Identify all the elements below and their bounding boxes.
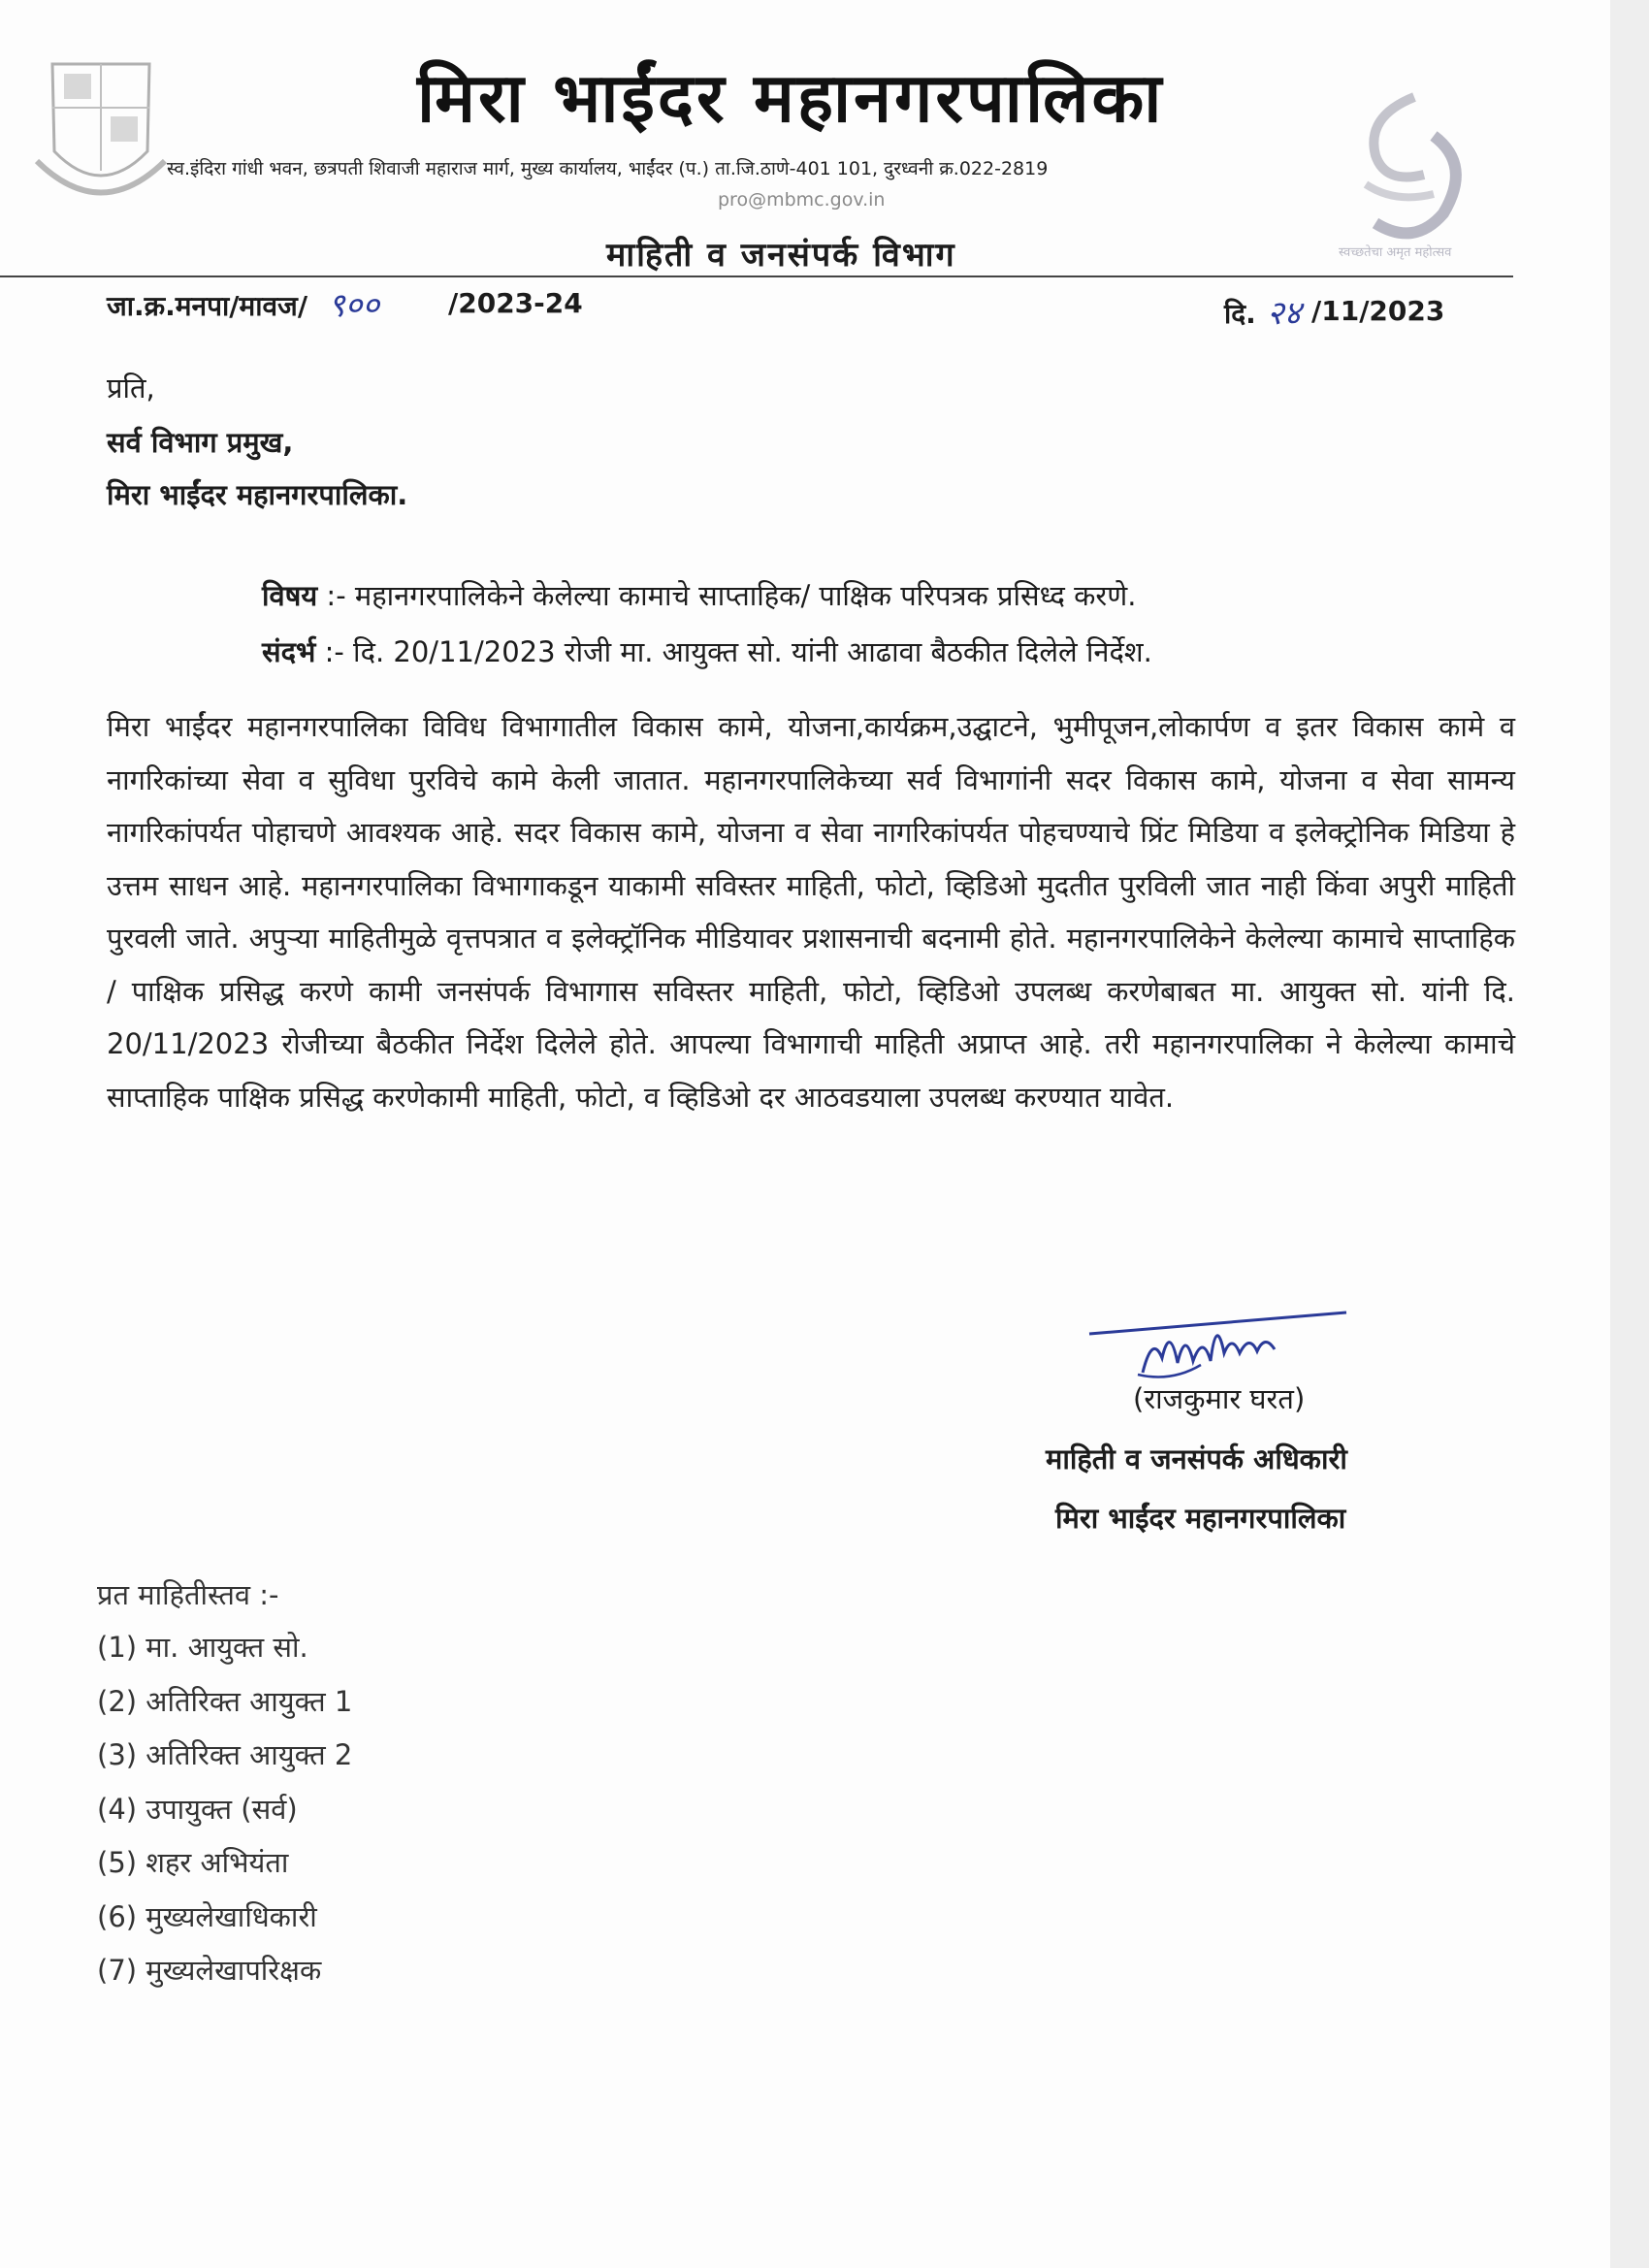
date-month-year: /11/2023 xyxy=(1311,295,1445,327)
list-item: (1) मा. आयुक्त सो. xyxy=(97,1631,308,1664)
subject-label: विषय xyxy=(262,579,318,612)
list-item: (6) मुख्यलेखाधिकारी xyxy=(97,1899,317,1933)
recipient-line-to: प्रति, xyxy=(107,372,155,405)
corporation-title: मिरा भाईंदर महानगरपालिका xyxy=(417,58,1165,138)
subject-text: :- महानगरपालिकेने केलेल्या कामाचे साप्ताहिक/ पाक्षिक परिपत्रक प्रसिध्द करणे. xyxy=(317,579,1137,612)
list-item: (3) अतिरिक्त आयुक्त 2 xyxy=(97,1738,353,1771)
date-prefix: दि. xyxy=(1224,298,1256,330)
scan-edge xyxy=(1610,0,1649,2268)
list-item: (7) मुख्यलेखापरिक्षक xyxy=(97,1954,322,1987)
ref-number-handwritten: ९०० xyxy=(328,286,380,325)
list-item: (2) अतिरिक्त आयुक्त 1 xyxy=(97,1684,353,1718)
signatory-name: (राजकुमार घरत) xyxy=(1133,1382,1306,1415)
signatory-org: मिरा भाईंदर महानगरपालिका xyxy=(1055,1502,1346,1535)
corporation-crest-logo xyxy=(33,54,169,219)
copy-to-heading: प्रत माहितीस्तव :- xyxy=(97,1578,279,1611)
letter-body: मिरा भाईंदर महानगरपालिका विविध विभागातील विकास कामे, योजना,कार्यक्रम,उद्घाटने, भुमीपूजन,लोकार्पण व इतर विकास कामे व नागरिकांच्या सेवा व सुविधा पुरविचे कामे केली जातात. महानगरपालिकेच्या सर्व विभागांनी सदर विकास कामे, योजना व सेवा सामन्य नागरिकांपर्यत पोहाचणे आवश्यक आहे. सदर विकास कामे, योजना व सेवा नागरिकांपर्यत पोहचण्याचे प्रिंट मिडिया व इलेक्ट्रोनिक मिडिया हे उत्तम साधन आहे. महानगरपालिका विभागाकडून याकामी सविस्तर माहिती, फोटो, व्हिडिओ मुदतीत पुरविली जात नाही किंवा अपुरी माहिती पुरवली जाते. अपुऱ्या माहितीमुळे वृत्तपत्रात व इलेक्ट्रॉनिक मीडियावर प्रशासनाची बदनामी होते. महानगरपालिकेने केलेल्या कामाचे साप्ताहिक / पाक्षिक प्रसिद्ध करणे कामी जनसंपर्क विभागास सविस्तर माहिती, फोटो, व्हिडिओ उपलब्ध करणेबाबत मा. आयुक्त सो. यांनी दि. 20/11/2023 रोजीच्या बैठकीत निर्देश दिलेले होते. आपल्या विभागाची माहिती अप्राप्त आहे. तरी महानगरपालिका ने केलेल्या कामाचे साप्ताहिक पाक्षिक प्रसिद्ध करणेकामी माहिती, फोटो, व व्हिडिओ दर आठवडयाला उपलब्ध करण्यात यावेत. xyxy=(107,710,1515,1114)
emblem-caption: स्वच्छतेचा अमृत महोत्सव xyxy=(1339,245,1452,260)
ref-number-prefix: जा.क्र.मनपा/मावज/ xyxy=(107,290,308,322)
reference-line xyxy=(262,632,1152,670)
reference-label: संदर्भ xyxy=(262,635,316,668)
office-address: स्व.इंदिरा गांधी भवन, छत्रपती शिवाजी महाराज मार्ग, मुख्य कार्यालय, भाईंदर (प.) ता.जि.ठाणे-401 101, दुरध्वनी क्र.022-2819 xyxy=(167,158,1049,179)
reference-text: :- दि. 20/11/2023 रोजी मा. आयुक्त सो. यांनी आढावा बैठकीत दिलेले निर्देश. xyxy=(315,635,1152,668)
date-day-handwritten: २४ xyxy=(1267,294,1302,333)
signatory-title: माहिती व जनसंपर्क अधिकारी xyxy=(1046,1442,1347,1475)
ref-year: /2023-24 xyxy=(448,287,583,319)
department-name: माहिती व जनसंपर्क विभाग xyxy=(606,236,956,275)
recipient-line-org: मिरा भाईंदर महानगरपालिका. xyxy=(107,478,408,511)
office-email: pro@mbmc.gov.in xyxy=(718,189,886,211)
header-divider xyxy=(0,275,1513,277)
recipient-line-heads: सर्व विभाग प्रमुख, xyxy=(107,426,294,459)
copy-to-list xyxy=(97,1628,352,2005)
subject-line xyxy=(262,576,1136,614)
list-item: (4) उपायुक्त (सर्व) xyxy=(97,1792,298,1826)
list-item: (5) शहर अभियंता xyxy=(97,1846,289,1879)
